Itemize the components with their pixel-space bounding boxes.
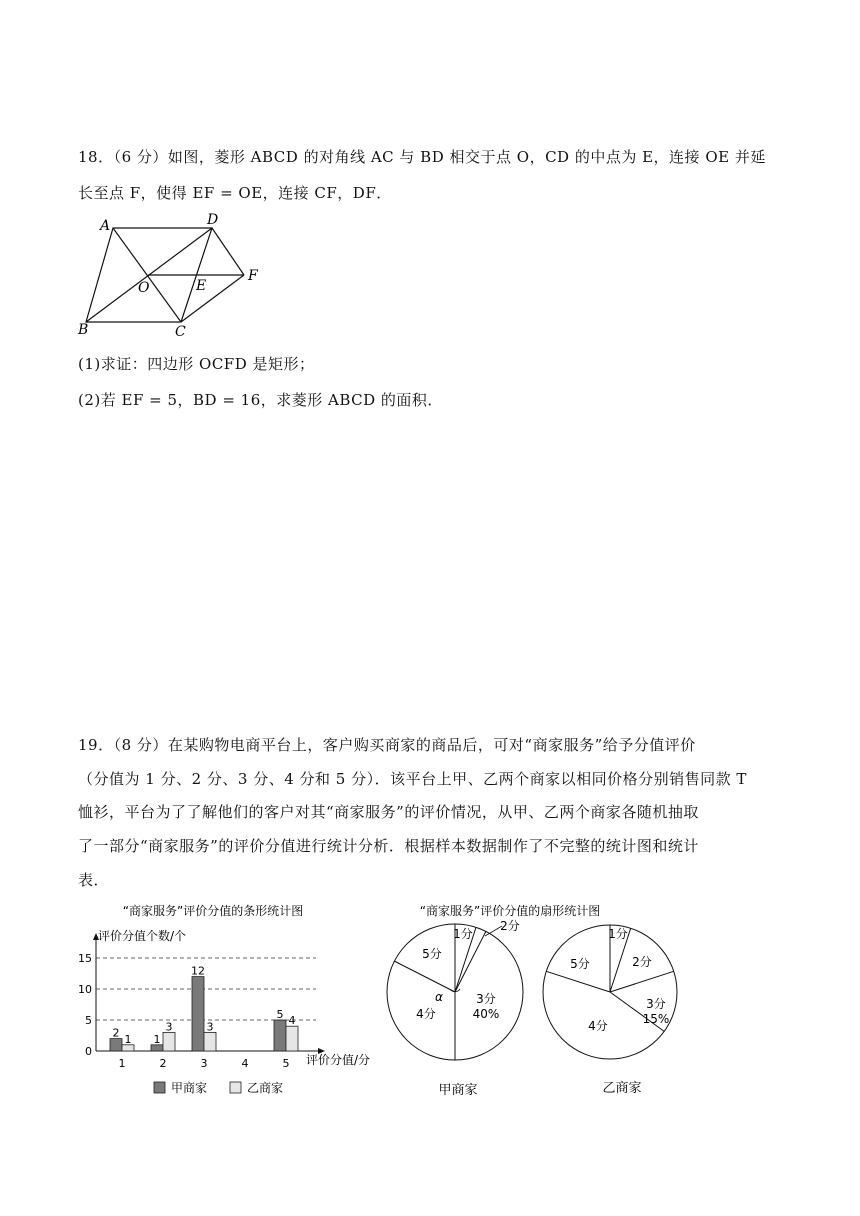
bar-chart-ylabel: 评价分值个数/个: [98, 929, 187, 943]
pie-slice-label: 3分: [476, 992, 496, 1006]
y-tick-label: 15: [78, 952, 92, 965]
label-F: F: [248, 268, 258, 284]
bar-chart-xlabel: 评价分值/分: [306, 1053, 371, 1067]
pie-slice-percent: 40%: [472, 1007, 500, 1021]
q18-part2: (2)若 EF = 5，BD = 16，求菱形 ABCD 的面积．: [78, 391, 443, 409]
x-tick-label: 2: [159, 1057, 167, 1070]
bar-jia: [274, 1020, 286, 1051]
bar-value-label: 3: [206, 1020, 214, 1034]
bar-value-label: 5: [276, 1008, 284, 1021]
bar-yi: [163, 1032, 175, 1051]
bar-value-label: 2: [112, 1026, 120, 1040]
pie-yi-caption: 乙商家: [602, 1081, 642, 1096]
pie-slice-label: 2分: [632, 955, 652, 969]
q19-line2: （分值为 1 分、2 分、3 分、4 分和 5 分）．该平台上甲、乙两个商家以相同价格分别销售同款 T: [78, 770, 747, 788]
bar-chart: [70, 898, 390, 1108]
angle-alpha-label: α: [435, 990, 443, 1004]
bar-value-label: 3: [165, 1020, 173, 1034]
label-B: B: [78, 322, 89, 338]
x-tick-label: 5: [282, 1057, 290, 1070]
bar-jia: [192, 977, 204, 1051]
pie-slice-percent: 15%: [642, 1012, 670, 1026]
bar-value-label: 1: [153, 1032, 161, 1046]
pie-slice-label: 5分: [570, 957, 590, 971]
q19-line5: 表．: [78, 871, 110, 889]
y-tick-label: 10: [78, 983, 92, 996]
label-O: O: [138, 280, 150, 296]
bar-value-label: 12: [191, 964, 205, 978]
label-E: E: [196, 278, 207, 294]
label-C: C: [175, 324, 186, 340]
pie-slice-label: 5分: [422, 947, 442, 961]
pie-slice-label: 4分: [416, 1007, 436, 1021]
y-tick-label: 5: [85, 1014, 92, 1027]
q19-line4: 了一部分“商家服务”的评价分值进行统计分析．根据样本数据制作了不完整的统计图和统计: [78, 837, 699, 855]
bar-value-label: 4: [288, 1014, 296, 1028]
q18-line1: 18．（6 分）如图，菱形 ABCD 的对角线 AC 与 BD 相交于点 O，CD 的中点为 E，连接 OE 并延: [78, 148, 766, 166]
legend-label: 甲商家: [171, 1081, 208, 1095]
bar-value-label: 1: [124, 1032, 132, 1046]
q19-line3: 恤衫，平台为了了解他们的客户对其“商家服务”的评价情况，从甲、乙两个商家各随机抽取: [78, 803, 699, 821]
q18-part1: (1)求证：四边形 OCFD 是矩形；: [78, 355, 315, 373]
pie-slice-label: 3分: [646, 997, 666, 1011]
pie-slice-label: 4分: [588, 1019, 608, 1033]
pie-chart-title: “商家服务”评价分值的扇形统计图: [419, 904, 601, 918]
label-A: A: [100, 218, 111, 234]
x-tick-label: 4: [241, 1057, 249, 1070]
pie-slice-label: 1分: [608, 927, 628, 941]
bar-jia: [110, 1039, 122, 1051]
bar-yi: [286, 1026, 298, 1051]
pie-charts: [380, 898, 710, 1108]
q18-line2: 长至点 F，使得 EF = OE，连接 CF，DF．: [78, 184, 392, 202]
x-tick-label: 3: [200, 1057, 208, 1070]
bar-yi: [204, 1032, 216, 1051]
y-tick-label: 0: [85, 1045, 92, 1058]
pie-slice-label: 2分: [500, 919, 520, 933]
rhombus-figure: [70, 208, 270, 340]
pie-slice-label: 1分: [453, 927, 473, 941]
x-tick-label: 1: [118, 1057, 126, 1070]
q19-line1: 19．（8 分）在某购物电商平台上，客户购买商家的商品后，可对“商家服务”给予分值评价: [78, 736, 696, 754]
legend-label: 乙商家: [247, 1081, 284, 1095]
legend-swatch: [230, 1082, 241, 1093]
bar-chart-title: “商家服务”评价分值的条形统计图: [122, 904, 304, 918]
label-D: D: [207, 212, 219, 228]
pie-jia-caption: 甲商家: [438, 1083, 478, 1098]
legend-swatch: [154, 1082, 165, 1093]
